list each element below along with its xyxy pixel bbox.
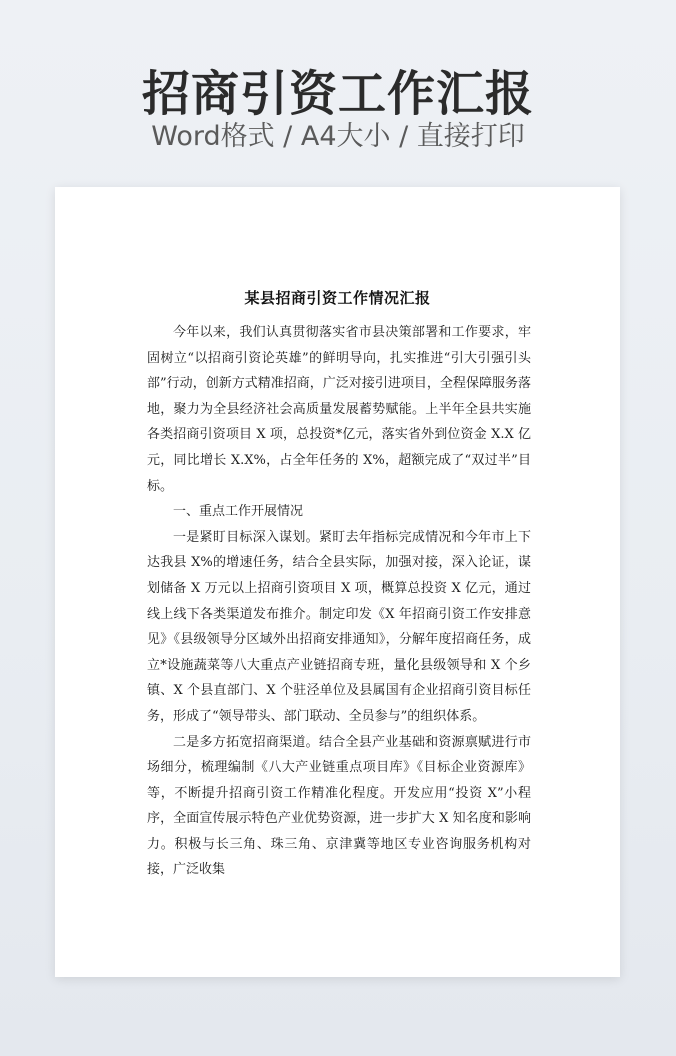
paragraph-intro: 今年以来，我们认真贯彻落实省市县决策部署和工作要求，牢固树立“以招商引资论英雄”的鲜明导向，扎实推进“引大引强引头部”行动，创新方式精准招商，广泛对接引进项目，全程保障服务落地，聚力为全县经济社会高质量发展蓄势赋能。上半年全县共实施各类招商引资项目 X 项，总投资*亿元，落实省外到位资金 X.X 亿元，同比增长 X.X%，占全年任务的 X%，超额完成了“双过半”目标。: [147, 325, 531, 494]
banner-title: 招商引资工作汇报: [141, 66, 534, 122]
banner-subtitle: Word格式 / A4大小 / 直接打印: [151, 121, 525, 152]
section-heading: 一、重点工作开展情况: [173, 504, 304, 520]
paragraph-second-point: 二是多方拓宽招商渠道。结合全县产业基础和资源禀赋进行市场细分，梳理编制《八大产业链重点项目库》《目标企业资源库》等，不断提升招商引资工作精准化程度。开发应用“投资 X”小程序，全面宣传展示特色产业优势资源，进一步扩大 X 知名度和影响力。积极与长三角、珠三角、京津冀等地区专业咨询服务机构对接，广泛收集: [147, 734, 531, 878]
document-title: 某县招商引资工作情况汇报: [244, 289, 431, 307]
document-body: [147, 320, 531, 883]
document-page: [55, 187, 620, 977]
paragraph-first-point: 一是紧盯目标深入谋划。紧盯去年指标完成情况和今年市上下达我县 X%的增速任务，结合全县实际，加强对接，深入论证，谋划储备 X 万元以上招商引资项目 X 项，概算总投资 X 亿元，通过线上线下各类渠道发布推介。制定印发《X 年招商引资工作安排意见》《县级领导分区域外出招商安排通知》，分解年度招商任务，成立*设施蔬菜等八大重点产业链招商专班，量化县级领导和 X 个乡镇、X 个县直部门、X 个驻泾单位及县属国有企业招商引资目标任务，形成了“领导带头、部门联动、全员参与”的组织体系。: [147, 529, 531, 724]
